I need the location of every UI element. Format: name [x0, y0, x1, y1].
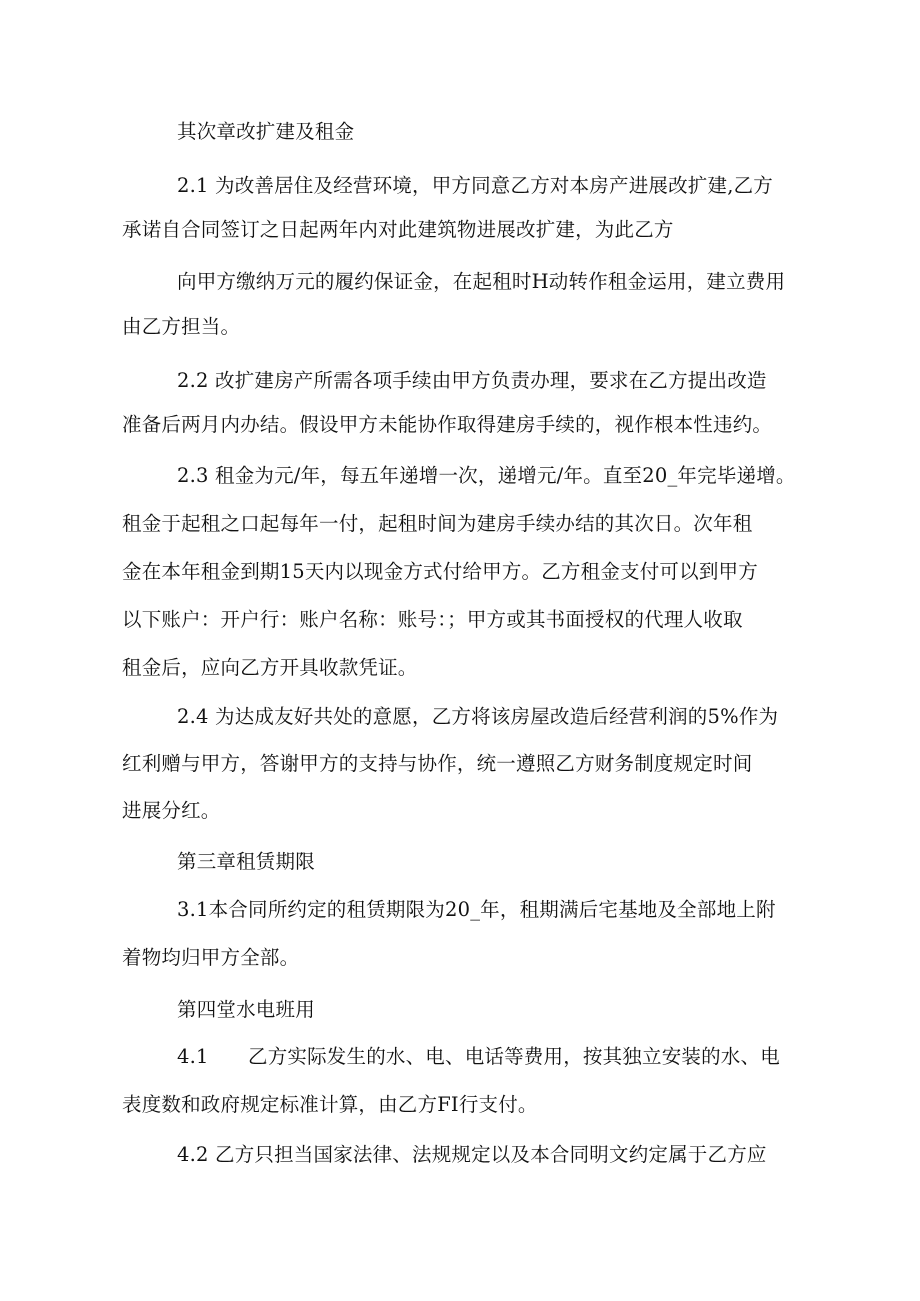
chapter-3-heading: 第三章租赁期限: [177, 850, 315, 873]
clause-4-1-line-2: 表度数和政府规定标准计算，由乙方FI行支付。: [122, 1093, 538, 1116]
clause-2-4-line-3: 进展分红。: [122, 799, 221, 822]
clause-2-2-line-2: 准备后两月内办结。假设甲方未能协作取得建房手续的，视作根本性违约。: [122, 413, 773, 436]
chapter-2-heading: 其次章改扩建及租金: [177, 120, 355, 143]
clause-4-2-line-1: 4.2 乙方只担当国家法律、法规规定以及本合同明文约定属于乙方应: [177, 1143, 767, 1166]
clause-3-1-line-1: 3.1本合同所约定的租赁期限为20_年，租期满后宅基地及全部地上附: [177, 898, 776, 921]
clause-2-2-line-1: 2.2 改扩建房产所需各项手续由甲方负责办理，要求在乙方提出改造: [177, 369, 767, 392]
clause-2-1-line-1: 2.1 为改善居住及经营环境，甲方同意乙方对本房产进展改扩建,乙方: [177, 174, 774, 197]
clause-2-4-line-1: 2.4 为达成友好共处的意愿，乙方将该房屋改造后经营利润的5%作为: [177, 705, 779, 728]
clause-2-1-line-2: 承诺自合同签订之日起两年内对此建筑物进展改扩建，为此乙方: [122, 218, 674, 241]
clause-2-3-line-3: 金在本年租金到期15天内以现金方式付给甲方。乙方租金支付可以到甲方: [122, 560, 758, 583]
clause-4-1-line-1: 4.1 乙方实际发生的水、电、电话等费用，按其独立安装的水、电: [177, 1045, 780, 1068]
clause-3-1-line-2: 着物均归甲方全部。: [122, 946, 300, 969]
clause-2-3-line-1: 2.3 租金为元/年，每五年递增一次，递增元/年。直至20_年完毕递增。: [177, 464, 796, 487]
clause-2-3-line-5: 租金后，应向乙方开具收款凭证。: [122, 656, 418, 679]
clause-2-1-line-4: 由乙方担当。: [122, 315, 241, 338]
clause-2-3-line-2: 租金于起租之口起每年一付，起租时间为建房手续办结的其次日。次年租: [122, 512, 753, 535]
chapter-4-heading: 第四堂水电班用: [177, 998, 315, 1021]
clause-2-1-line-3: 向甲方缴纳万元的履约保证金，在起租时H动转作租金运用，建立费用: [177, 270, 786, 293]
clause-2-4-line-2: 红利赠与甲方，答谢甲方的支持与协作，统一遵照乙方财务制度规定时间: [122, 752, 753, 775]
clause-2-3-line-4: 以下账户：开户行：账户名称：账号：；甲方或其书面授权的代理人收取: [122, 608, 743, 631]
